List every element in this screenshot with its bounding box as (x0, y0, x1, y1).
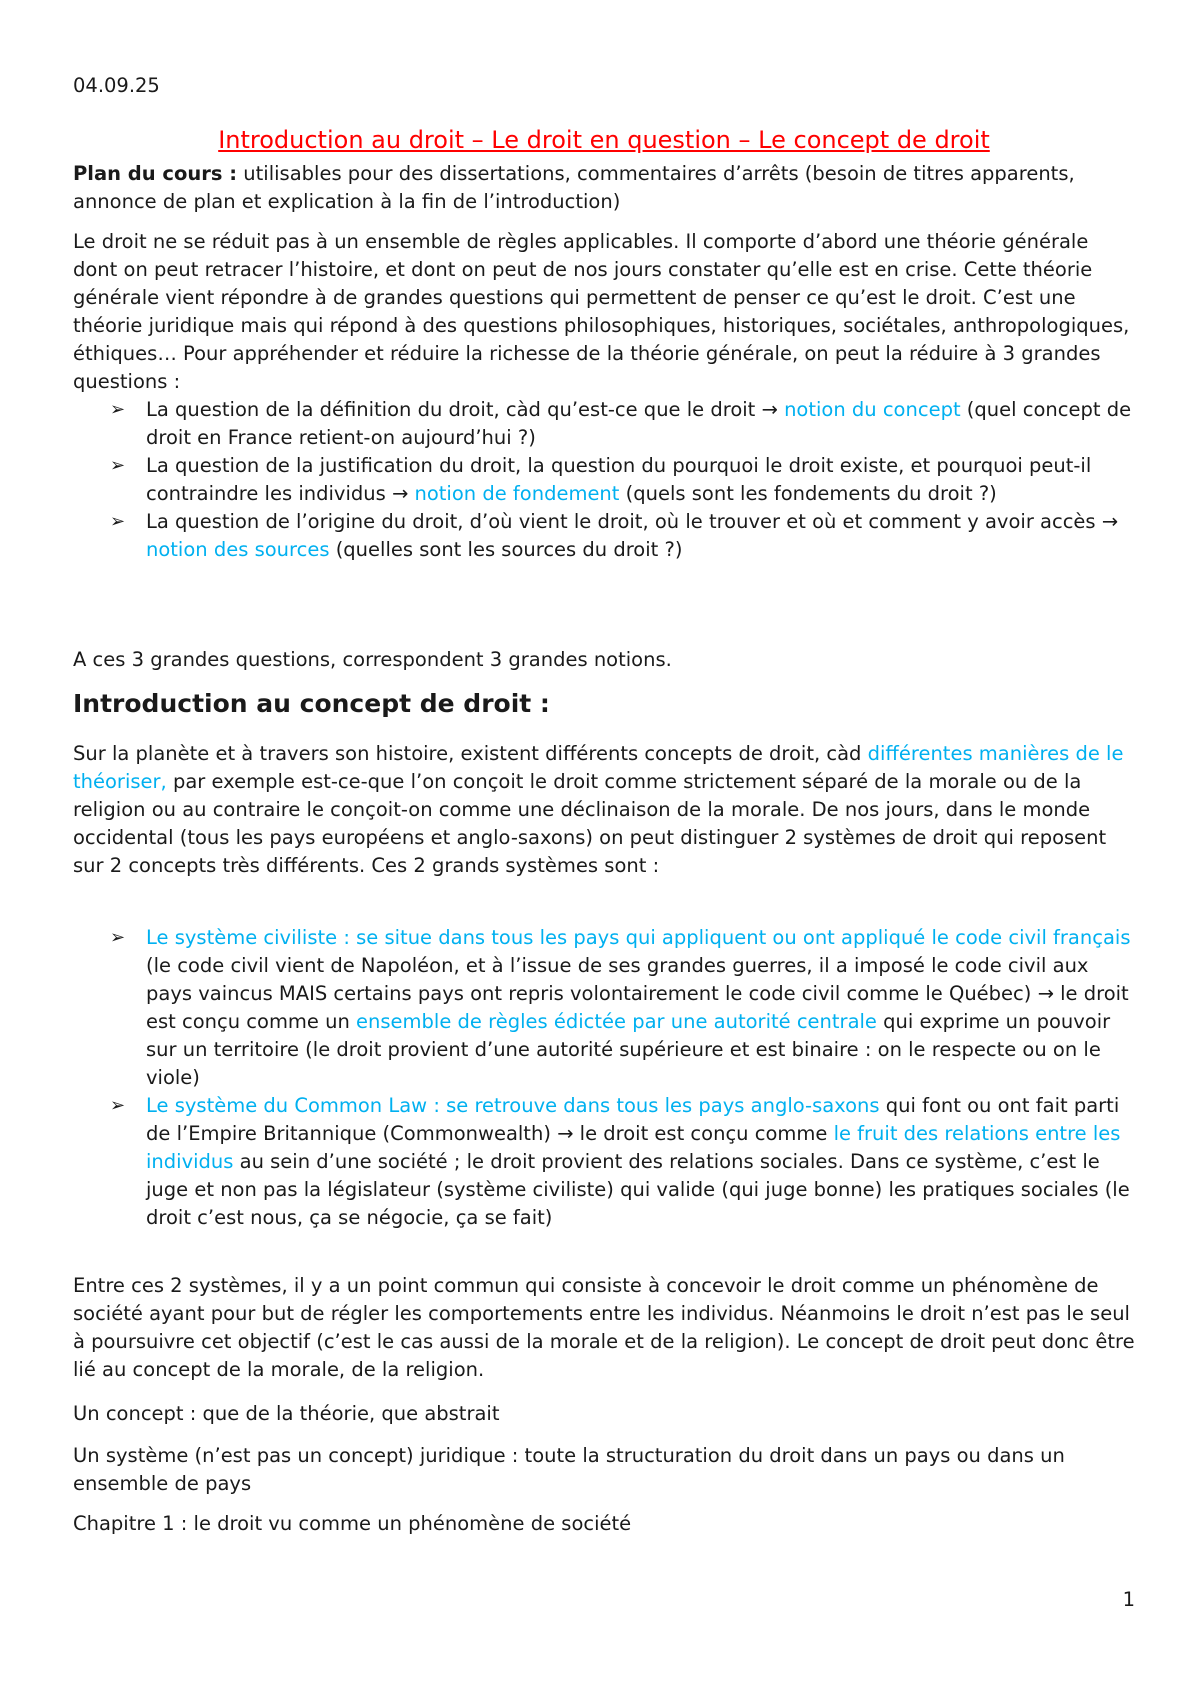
arrow-bullet-icon: ➢ (110, 1095, 126, 1116)
item-text: qui font ou ont fait parti de l’Empire Britannique (Commonwealth) → le droit est conçu comme (146, 1094, 1120, 1145)
item-text: (quel concept de droit en France retient-on aujourd’hui ?) (146, 398, 1132, 449)
section-heading: Introduction au concept de droit : (73, 689, 550, 718)
list-item (73, 508, 1135, 564)
plan-label: Plan du cours : (73, 162, 238, 185)
definition-systeme: Un système (n’est pas un concept) juridique : toute la structuration du droit dans un pays ou dans un ensemble de pays (73, 1444, 1065, 1495)
page-number: 1 (1122, 1588, 1135, 1611)
chapter-title: Chapitre 1 : le droit vu comme un phénomène de société (73, 1512, 632, 1535)
definition-concept: Un concept : que de la théorie, que abstrait (73, 1402, 500, 1425)
arrow-bullet-icon: ➢ (110, 455, 126, 476)
questions-list (73, 396, 1135, 564)
item-highlight: ensemble de règles édictée par une autorité centrale (356, 1010, 877, 1033)
item-text: au sein d’une société ; le droit provient des relations sociales. Dans ce système, c’est le juge et non pas la législateur (système civiliste) qui valide (qui juge bonne) les pratiques sociales (le droit c’est nous, ça se négocie, ça se fait) (146, 1150, 1130, 1229)
item-text: (le code civil vient de Napoléon, et à l’issue de ses grandes guerres, il a imposé le code civil aux pays vaincus MAIS certains pays ont repris volontairement le code civil comme le Québec) → le droit est conçu comme un (146, 954, 1129, 1033)
item-highlight: notion des sources (146, 538, 330, 561)
arrow-bullet-icon: ➢ (110, 399, 126, 420)
list-item (73, 1092, 1135, 1232)
item-highlight: le fruit des relations entre les individus (146, 1122, 1121, 1173)
arrow-bullet-icon: ➢ (110, 511, 126, 532)
item-highlight: notion de fondement (414, 482, 620, 505)
paragraph-text: Sur la planète et à travers son histoire, existent différents concepts de droit, càd (73, 742, 868, 765)
date: 04.09.25 (73, 74, 160, 97)
plan-text: utilisables pour des dissertations, commentaires d’arrêts (besoin de titres apparents, annonce de plan et explication à la fin de l’introduction) (73, 162, 1075, 213)
item-highlight: Le système du Common Law : se retrouve dans tous les pays anglo-saxons (146, 1094, 880, 1117)
concept-paragraph (73, 740, 1135, 880)
item-text: qui exprime un pouvoir sur un territoire (le droit provient d’une autorité supérieure et est binaire : on le respecte ou on le viole) (146, 1010, 1111, 1089)
item-text: (quelles sont les sources du droit ?) (329, 538, 683, 561)
list-item (73, 452, 1135, 508)
summary-paragraph: A ces 3 grandes questions, correspondent 3 grandes notions. (73, 648, 672, 671)
arrow-bullet-icon: ➢ (110, 927, 126, 948)
item-text: La question de l’origine du droit, d’où vient le droit, où le trouver et où et comment y avoir accès → (146, 510, 1119, 533)
item-text: (quels sont les fondements du droit ?) (619, 482, 997, 505)
item-text: La question de la justification du droit, la question du pourquoi le droit existe, et pourquoi peut-il contraindre les individus → (146, 454, 1092, 505)
list-item (73, 924, 1135, 1092)
item-highlight: Le système civiliste : se situe dans tous les pays qui appliquent ou ont appliqué le code civil français (146, 926, 1131, 949)
list-item (73, 396, 1135, 452)
paragraph-highlight: différentes manières de le théoriser, (73, 742, 1124, 793)
intro-paragraph: Le droit ne se réduit pas à un ensemble de règles applicables. Il comporte d’abord une théorie générale dont on peut retracer l’histoire, et dont on peut de nos jours constater qu’elle est en crise. Cette théorie générale vient répondre à de grandes questions qui permettent de penser ce qu’est le droit. C’est une théorie juridique mais qui répond à des questions philosophiques, historiques, sociétales, anthropologiques, éthiques… Pour appréhender et réduire la richesse de la théorie générale, on peut la réduire à 3 grandes questions : (73, 230, 1130, 393)
systems-list (73, 924, 1135, 1232)
common-paragraph: Entre ces 2 systèmes, il y a un point commun qui consiste à concevoir le droit comme un phénomène de société ayant pour but de régler les comportements entre les individus. Néanmoins le droit n’est pas le seul à poursuivre cet objectif (c’est le cas aussi de la morale et de la religion). Le concept de droit peut donc être lié au concept de la morale, de la religion. (73, 1274, 1135, 1381)
paragraph-text: par exemple est-ce-que l’on conçoit le droit comme strictement séparé de la morale ou de la religion ou au contraire le conçoit-on comme une déclinaison de la morale. De nos jours, dans le monde occidental (tous les pays européens et anglo-saxons) on peut distinguer 2 systèmes de droit qui reposent sur 2 concepts très différents. Ces 2 grands systèmes sont : (73, 770, 1107, 877)
document-title: Introduction au droit – Le droit en question – Le concept de droit (218, 126, 990, 154)
item-highlight: notion du concept (784, 398, 961, 421)
plan-paragraph (73, 160, 1135, 216)
item-text: La question de la définition du droit, càd qu’est-ce que le droit → (146, 398, 785, 421)
